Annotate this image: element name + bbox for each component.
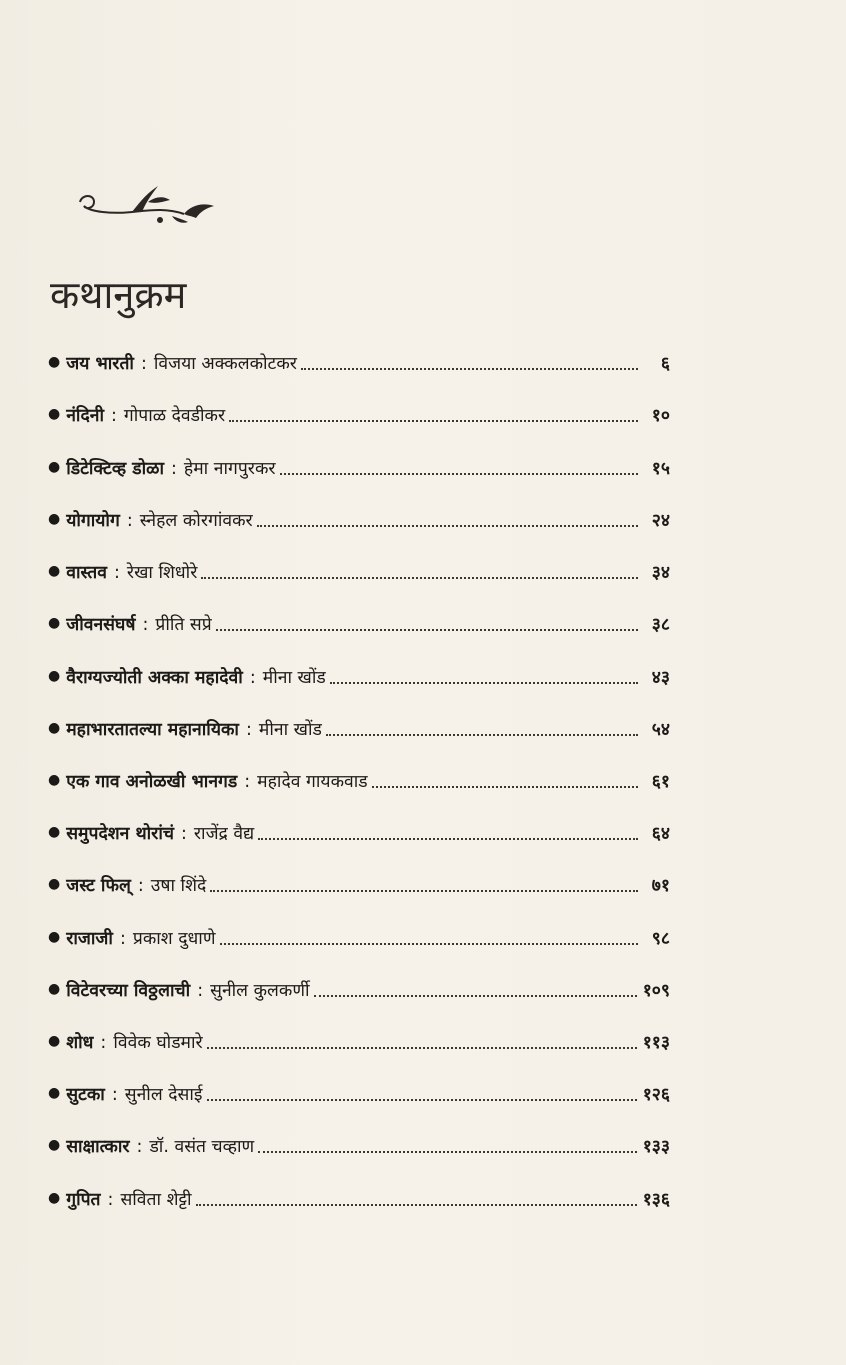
story-title: समुपदेशन थोरांचं — [66, 824, 174, 844]
dot-leader — [207, 1047, 637, 1049]
page-number: १३३ — [642, 1137, 670, 1157]
author-name: विजया अक्कलकोटकर — [153, 354, 297, 374]
page-number: ६ — [660, 354, 670, 374]
story-title: योगायोग — [66, 511, 120, 531]
separator: : — [136, 1137, 143, 1157]
author-name: राजेंद्र वैद्य — [193, 824, 255, 844]
page-number: ३४ — [651, 563, 670, 583]
toc-entry — [48, 497, 670, 533]
separator: : — [244, 772, 251, 792]
story-title: शोध — [66, 1033, 94, 1053]
separator: : — [119, 929, 126, 949]
separator: : — [137, 876, 144, 896]
toc-entry — [48, 862, 670, 898]
separator: : — [114, 563, 120, 583]
separator: : — [140, 354, 147, 374]
toc-entry — [48, 392, 670, 428]
separator: : — [100, 1033, 107, 1053]
story-title: विटेवरच्या विठ्ठलाची — [66, 981, 191, 1001]
toc-entry — [48, 967, 670, 1003]
author-name: मीना खोंड — [262, 668, 326, 688]
dot-leader — [257, 525, 638, 527]
separator: : — [107, 1190, 114, 1210]
author-name: मीना खोंड — [258, 720, 322, 740]
bullet: ● — [48, 459, 61, 475]
author-name: स्नेहल कोरगांवकर — [139, 511, 253, 531]
bullet: ● — [48, 615, 61, 631]
page-number: ६१ — [651, 772, 670, 792]
story-title: जीवनसंघर्ष — [66, 615, 136, 635]
story-title: वास्तव — [66, 563, 107, 583]
dot-leader — [210, 890, 638, 892]
toc-entry — [48, 810, 670, 846]
author-name: हेमा नागपुरकर — [183, 459, 276, 479]
bullet: ● — [48, 563, 61, 579]
story-title: डिटेक्टिव्ह डोळा — [66, 459, 164, 479]
dot-leader — [326, 734, 638, 736]
bullet: ● — [48, 824, 61, 840]
toc-entry — [48, 1019, 670, 1055]
author-name: सुनील कुलकर्णी — [210, 981, 310, 1001]
page-number: १५ — [651, 459, 670, 479]
separator: : — [197, 981, 204, 1001]
toc-entry — [48, 601, 670, 637]
page-number: ६४ — [651, 824, 670, 844]
author-name: गोपाळ देवडीकर — [123, 406, 226, 426]
author-name: महादेव गायकवाड — [257, 772, 368, 792]
separator: : — [171, 459, 177, 479]
story-title: महाभारतातल्या महानायिका — [66, 720, 239, 740]
toc-entry — [48, 758, 670, 794]
bullet: ● — [48, 1033, 61, 1049]
dot-leader — [372, 786, 638, 788]
story-title: जय भारती — [66, 354, 134, 374]
bullet: ● — [48, 511, 61, 527]
author-name: विवेक घोडमारे — [113, 1033, 203, 1053]
toc-entry — [48, 340, 670, 376]
story-title: वैराग्यज्योती अक्का महादेवी — [66, 668, 243, 688]
page-number: ३८ — [651, 615, 670, 635]
separator: : — [111, 1085, 118, 1105]
bullet: ● — [48, 668, 61, 684]
toc-entry — [48, 706, 670, 742]
page-number: ५४ — [651, 720, 670, 740]
dot-leader — [216, 629, 638, 631]
page-title: कथानुक्रम — [50, 273, 187, 317]
story-title: गुपित — [66, 1190, 101, 1210]
dot-leader — [330, 682, 638, 684]
page-number: १२६ — [642, 1085, 670, 1105]
toc-entry — [48, 1123, 670, 1159]
bullet: ● — [48, 720, 61, 736]
bullet: ● — [48, 1137, 61, 1153]
toc-entry — [48, 549, 670, 585]
dot-leader — [201, 577, 638, 579]
bullet: ● — [48, 406, 61, 422]
author-name: सविता शेट्टी — [120, 1190, 192, 1210]
separator: : — [249, 668, 256, 688]
toc-entry — [48, 915, 670, 951]
story-title: नंदिनी — [66, 406, 105, 426]
dot-leader — [220, 943, 639, 945]
bullet: ● — [48, 772, 61, 788]
bullet: ● — [48, 981, 61, 997]
page-number: २४ — [651, 511, 670, 531]
toc-entry — [48, 1071, 670, 1107]
page-number: ४३ — [651, 668, 670, 688]
toc-entry — [48, 1176, 670, 1212]
separator: : — [126, 511, 133, 531]
bullet: ● — [48, 1190, 61, 1206]
separator: : — [111, 406, 117, 426]
dot-leader — [301, 368, 638, 370]
author-name: उषा शिंदे — [150, 876, 207, 896]
separator: : — [245, 720, 252, 740]
dot-leader — [196, 1204, 637, 1206]
author-name: प्रकाश दुधाणे — [132, 929, 216, 949]
story-title: राजाजी — [66, 929, 113, 949]
separator: : — [142, 615, 149, 635]
author-name: डॉ. वसंत चव्हाण — [149, 1137, 255, 1157]
toc-entry — [48, 445, 670, 481]
dot-leader — [229, 420, 638, 422]
dot-leader — [258, 838, 638, 840]
floral-ornament-icon — [72, 172, 222, 232]
page-number: १३६ — [642, 1190, 670, 1210]
separator: : — [180, 824, 187, 844]
dot-leader — [314, 995, 637, 997]
dot-leader — [258, 1151, 636, 1153]
story-title: जस्ट फिल् — [66, 876, 131, 896]
story-title: सुटका — [66, 1085, 105, 1105]
story-title: एक गाव अनोळखी भानगड — [66, 772, 238, 792]
page-number: ९८ — [651, 929, 670, 949]
bullet: ● — [48, 354, 61, 370]
toc-entry — [48, 654, 670, 690]
bullet: ● — [48, 929, 61, 945]
page-number: ११३ — [642, 1033, 670, 1053]
dot-leader — [207, 1099, 637, 1101]
page-number: १० — [651, 406, 670, 426]
story-title: साक्षात्कार — [66, 1137, 130, 1157]
bullet: ● — [48, 1085, 61, 1101]
page-number: १०९ — [642, 981, 670, 1001]
bullet: ● — [48, 876, 61, 892]
author-name: प्रीति सप्रे — [155, 615, 212, 635]
page-number: ७१ — [651, 876, 670, 896]
author-name: रेखा शिधोरे — [126, 563, 198, 583]
dot-leader — [280, 473, 638, 475]
author-name: सुनील देसाई — [124, 1085, 203, 1105]
